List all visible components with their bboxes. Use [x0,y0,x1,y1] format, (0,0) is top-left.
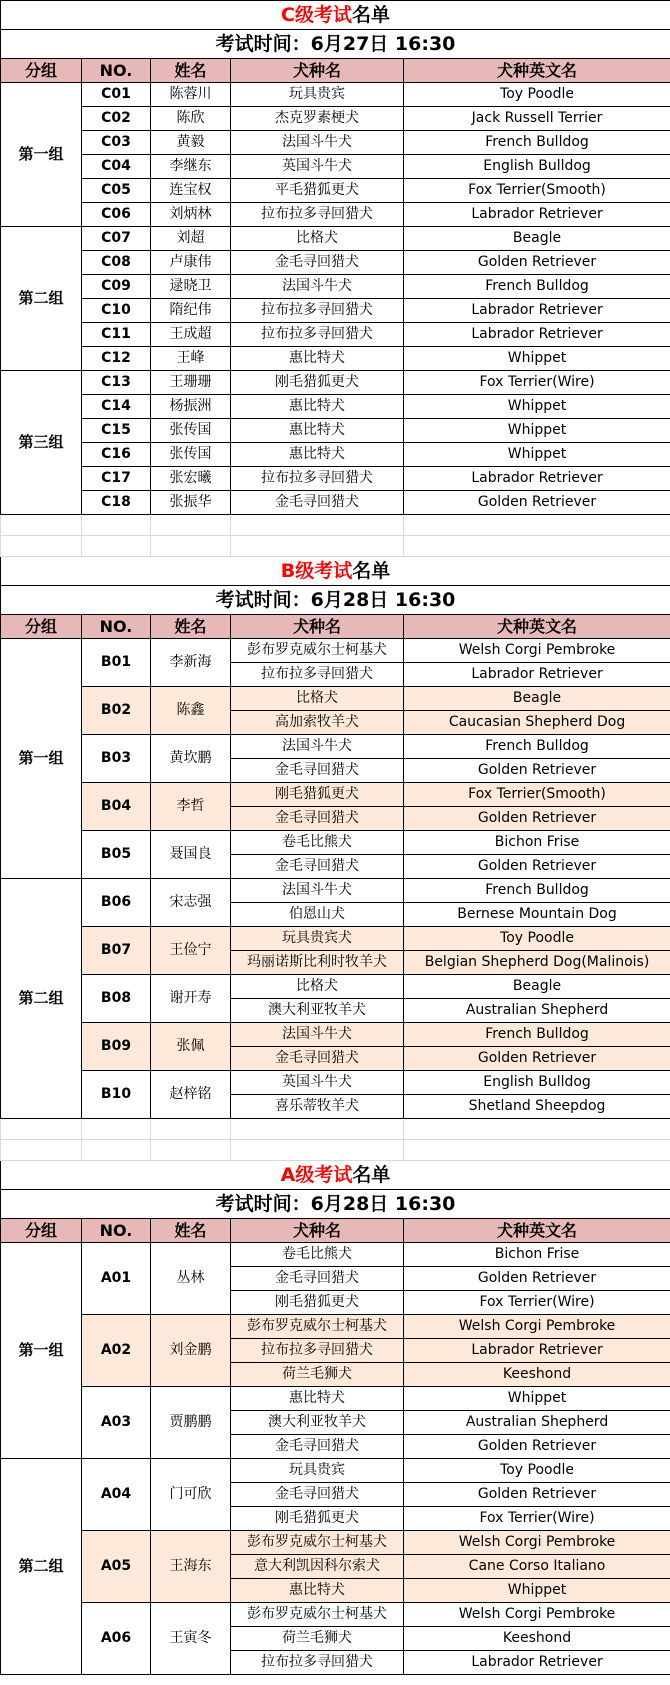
header-no: NO. [82,59,151,83]
breed-name-en: French Bulldog [404,879,670,903]
breed-name-cn: 刚毛猎狐更犬 [231,783,404,807]
table-row [1,1531,670,1555]
header-name: 姓名 [151,1219,231,1243]
breed-name-en: Golden Retriever [404,807,670,831]
breed-name-cn: 玩具贵宾 [231,1459,404,1483]
breed-name-cn: 喜乐蒂牧羊犬 [231,1095,404,1119]
breed-name-en: Caucasian Shepherd Dog [404,711,670,735]
handler-name: 张传国 [151,443,231,467]
breed-name-en: Golden Retriever [404,855,670,879]
breed-name-en: Whippet [404,443,670,467]
breed-name-cn: 英国斗牛犬 [231,155,404,179]
breed-name-cn: 法国斗牛犬 [231,275,404,299]
table-row [1,687,670,711]
handler-name: 张宏曦 [151,467,231,491]
empty-cell [231,515,404,536]
spacer-row [1,515,670,536]
breed-name-en: French Bulldog [404,275,670,299]
entry-number: C06 [82,203,151,227]
header-breed-en: 犬种英文名 [404,59,670,83]
empty-cell [404,1140,670,1161]
entry-number: B05 [82,831,151,879]
entry-number: C11 [82,323,151,347]
breed-name-en: Shetland Sheepdog [404,1095,670,1119]
table-row [1,975,670,999]
table-row [1,155,670,179]
column-header-row [1,1219,670,1243]
breed-name-cn: 玩具贵宾犬 [231,927,404,951]
handler-name: 杨振洲 [151,395,231,419]
handler-name: 陈蓉川 [151,83,231,107]
empty-cell [82,1119,151,1140]
breed-name-cn: 拉布拉多寻回猎犬 [231,1339,404,1363]
section-title-level: A级考试 [280,1164,353,1186]
entry-number: C04 [82,155,151,179]
breed-name-cn: 玩具贵宾 [231,83,404,107]
breed-name-cn: 刚毛猎狐更犬 [231,1291,404,1315]
breed-name-en: Toy Poodle [404,83,670,107]
breed-name-en: Labrador Retriever [404,203,670,227]
entry-number: B02 [82,687,151,735]
breed-name-en: Labrador Retriever [404,1651,670,1675]
table-row [1,179,670,203]
breed-name-en: Fox Terrier(Smooth) [404,179,670,203]
empty-cell [404,536,670,557]
table-row [1,251,670,275]
breed-name-en: Belgian Shepherd Dog(Malinois) [404,951,670,975]
empty-cell [404,1119,670,1140]
group-label: 第三组 [1,371,82,515]
breed-name-en: Welsh Corgi Pembroke [404,1315,670,1339]
handler-name: 王俭宁 [151,927,231,975]
entry-number: C13 [82,371,151,395]
table-row [1,1243,670,1267]
breed-name-cn: 金毛寻回猎犬 [231,1435,404,1459]
breed-name-en: Australian Shepherd [404,1411,670,1435]
breed-name-cn: 惠比特犬 [231,347,404,371]
breed-name-cn: 澳大利亚牧羊犬 [231,999,404,1023]
header-no: NO. [82,615,151,639]
section-title-level: B级考试 [280,560,353,582]
table-row [1,879,670,903]
breed-name-cn: 高加索牧羊犬 [231,711,404,735]
breed-name-cn: 英国斗牛犬 [231,1071,404,1095]
breed-name-en: Fox Terrier(Wire) [404,371,670,395]
header-group: 分组 [1,1219,82,1243]
empty-cell [231,1140,404,1161]
handler-name: 赵梓铭 [151,1071,231,1119]
table-row [1,1071,670,1095]
table-row [1,107,670,131]
entry-number: B09 [82,1023,151,1071]
handler-name: 贾鹏鹏 [151,1387,231,1459]
handler-name: 刘超 [151,227,231,251]
table-row [1,395,670,419]
breed-name-cn: 法国斗牛犬 [231,735,404,759]
handler-name: 李新海 [151,639,231,687]
breed-name-en: Fox Terrier(Wire) [404,1291,670,1315]
breed-name-cn: 惠比特犬 [231,419,404,443]
entry-number: C18 [82,491,151,515]
handler-name: 连宝权 [151,179,231,203]
header-breed: 犬种名 [231,615,404,639]
table-row [1,299,670,323]
handler-name: 王珊珊 [151,371,231,395]
breed-name-en: Fox Terrier(Smooth) [404,783,670,807]
breed-name-cn: 刚毛猎狐更犬 [231,371,404,395]
breed-name-en: Beagle [404,227,670,251]
breed-name-en: Golden Retriever [404,251,670,275]
table-row [1,83,670,107]
entry-number: C02 [82,107,151,131]
handler-name: 隋纪伟 [151,299,231,323]
entry-number: C09 [82,275,151,299]
handler-name: 王成超 [151,323,231,347]
table-row [1,831,670,855]
table-row [1,443,670,467]
breed-name-en: Bichon Frise [404,1243,670,1267]
section-time-row [1,30,670,59]
breed-name-cn: 惠比特犬 [231,1579,404,1603]
breed-name-en: Beagle [404,975,670,999]
breed-name-cn: 金毛寻回猎犬 [231,759,404,783]
breed-name-en: Whippet [404,1387,670,1411]
entry-number: C16 [82,443,151,467]
breed-name-en: English Bulldog [404,155,670,179]
breed-name-cn: 玛丽诺斯比利时牧羊犬 [231,951,404,975]
group-label: 第二组 [1,1459,82,1675]
handler-name: 张佩 [151,1023,231,1071]
handler-name: 丛林 [151,1243,231,1315]
breed-name-en: Fox Terrier(Wire) [404,1507,670,1531]
handler-name: 张振华 [151,491,231,515]
breed-name-en: Jack Russell Terrier [404,107,670,131]
breed-name-cn: 荷兰毛狮犬 [231,1363,404,1387]
handler-name: 宋志强 [151,879,231,927]
section-title-level: C级考试 [281,4,352,26]
entry-number: C01 [82,83,151,107]
handler-name: 聂国良 [151,831,231,879]
handler-name: 王峰 [151,347,231,371]
table-row [1,467,670,491]
breed-name-en: French Bulldog [404,735,670,759]
breed-name-cn: 澳大利亚牧羊犬 [231,1411,404,1435]
breed-name-en: French Bulldog [404,1023,670,1047]
breed-name-cn: 卷毛比熊犬 [231,1243,404,1267]
breed-name-cn: 比格犬 [231,227,404,251]
breed-name-en: Australian Shepherd [404,999,670,1023]
handler-name: 逯晓卫 [151,275,231,299]
header-breed-en: 犬种英文名 [404,1219,670,1243]
breed-name-cn: 拉布拉多寻回猎犬 [231,663,404,687]
empty-cell [151,1119,231,1140]
entry-number: C03 [82,131,151,155]
entry-number: A02 [82,1315,151,1387]
empty-cell [151,536,231,557]
handler-name: 李继东 [151,155,231,179]
handler-name: 卢康伟 [151,251,231,275]
handler-name: 陈欣 [151,107,231,131]
section-title-suffix: 名单 [352,560,391,582]
entry-number: C17 [82,467,151,491]
breed-name-cn: 金毛寻回猎犬 [231,1267,404,1291]
empty-cell [151,515,231,536]
breed-name-en: Golden Retriever [404,1047,670,1071]
section-time-row [1,586,670,615]
breed-name-cn: 惠比特犬 [231,1387,404,1411]
section-title [1,557,670,586]
group-label: 第一组 [1,1243,82,1459]
section-title-row [1,1161,670,1190]
breed-name-cn: 比格犬 [231,975,404,999]
handler-name: 李哲 [151,783,231,831]
entry-number: B07 [82,927,151,975]
breed-name-cn: 法国斗牛犬 [231,879,404,903]
breed-name-cn: 法国斗牛犬 [231,131,404,155]
entry-number: C08 [82,251,151,275]
header-name: 姓名 [151,615,231,639]
header-group: 分组 [1,615,82,639]
breed-name-cn: 彭布罗克威尔士柯基犬 [231,1315,404,1339]
breed-name-cn: 拉布拉多寻回猎犬 [231,203,404,227]
handler-name: 黄坎鹏 [151,735,231,783]
breed-name-en: Toy Poodle [404,927,670,951]
breed-name-en: Bichon Frise [404,831,670,855]
breed-name-en: Keeshond [404,1363,670,1387]
entry-number: C14 [82,395,151,419]
empty-cell [82,515,151,536]
breed-name-cn: 金毛寻回猎犬 [231,1047,404,1071]
empty-cell [1,1140,82,1161]
section-title [1,1161,670,1190]
exam-time: 考试时间：6月28日 16:30 [1,1190,670,1219]
breed-name-en: Labrador Retriever [404,663,670,687]
breed-name-en: Labrador Retriever [404,467,670,491]
entry-number: C15 [82,419,151,443]
group-label: 第一组 [1,639,82,879]
breed-name-cn: 彭布罗克威尔士柯基犬 [231,639,404,663]
table-row [1,323,670,347]
empty-cell [82,536,151,557]
section-title-suffix: 名单 [352,1164,391,1186]
empty-cell [231,536,404,557]
table-row [1,1023,670,1047]
handler-name: 黄毅 [151,131,231,155]
header-group: 分组 [1,59,82,83]
table-row [1,735,670,759]
table-row [1,783,670,807]
empty-cell [151,1140,231,1161]
header-no: NO. [82,1219,151,1243]
column-header-row [1,615,670,639]
breed-name-cn: 卷毛比熊犬 [231,831,404,855]
spacer-row [1,1119,670,1140]
breed-name-cn: 彭布罗克威尔士柯基犬 [231,1531,404,1555]
table-row [1,419,670,443]
breed-name-cn: 惠比特犬 [231,443,404,467]
breed-name-cn: 金毛寻回猎犬 [231,491,404,515]
breed-name-cn: 杰克罗素梗犬 [231,107,404,131]
breed-name-en: Golden Retriever [404,759,670,783]
table-row [1,491,670,515]
entry-number: A05 [82,1531,151,1603]
breed-name-cn: 刚毛猎狐更犬 [231,1507,404,1531]
entry-number: A04 [82,1459,151,1531]
entry-number: B04 [82,783,151,831]
handler-name: 刘炳林 [151,203,231,227]
entry-number: B10 [82,1071,151,1119]
table-row [1,1315,670,1339]
empty-cell [1,536,82,557]
breed-name-en: Labrador Retriever [404,323,670,347]
table-row [1,371,670,395]
section-time-row [1,1190,670,1219]
breed-name-cn: 法国斗牛犬 [231,1023,404,1047]
table-row [1,1387,670,1411]
breed-name-en: Whippet [404,419,670,443]
breed-name-en: Golden Retriever [404,491,670,515]
entry-number: C10 [82,299,151,323]
breed-name-cn: 伯恩山犬 [231,903,404,927]
exam-time: 考试时间：6月28日 16:30 [1,586,670,615]
breed-name-en: Whippet [404,395,670,419]
breed-name-cn: 荷兰毛狮犬 [231,1627,404,1651]
breed-name-en: Labrador Retriever [404,299,670,323]
header-name: 姓名 [151,59,231,83]
breed-name-cn: 意大利凯因科尔索犬 [231,1555,404,1579]
group-label: 第一组 [1,83,82,227]
breed-name-en: Golden Retriever [404,1483,670,1507]
table-row [1,203,670,227]
entry-number: B01 [82,639,151,687]
header-breed: 犬种名 [231,59,404,83]
breed-name-en: Keeshond [404,1627,670,1651]
breed-name-en: Whippet [404,1579,670,1603]
breed-name-en: Bernese Mountain Dog [404,903,670,927]
entry-number: C12 [82,347,151,371]
breed-name-en: Whippet [404,347,670,371]
breed-name-cn: 金毛寻回猎犬 [231,1483,404,1507]
table-row [1,131,670,155]
table-row [1,639,670,663]
empty-cell [1,515,82,536]
entry-number: A06 [82,1603,151,1675]
handler-name: 张传国 [151,419,231,443]
handler-name: 刘金鹏 [151,1315,231,1387]
table-row [1,227,670,251]
section-title-row [1,1,670,30]
breed-name-en: Cane Corso Italiano [404,1555,670,1579]
breed-name-cn: 拉布拉多寻回猎犬 [231,467,404,491]
handler-name: 陈鑫 [151,687,231,735]
entry-number: A03 [82,1387,151,1459]
table-row [1,1603,670,1627]
handler-name: 王寅冬 [151,1603,231,1675]
entry-number: C07 [82,227,151,251]
entry-number: B08 [82,975,151,1023]
breed-name-en: French Bulldog [404,131,670,155]
empty-cell [82,1140,151,1161]
breed-name-en: English Bulldog [404,1071,670,1095]
entry-number: A01 [82,1243,151,1315]
spacer-row [1,1140,670,1161]
breed-name-en: Welsh Corgi Pembroke [404,639,670,663]
entry-number: B03 [82,735,151,783]
breed-name-cn: 金毛寻回猎犬 [231,807,404,831]
breed-name-cn: 拉布拉多寻回猎犬 [231,323,404,347]
breed-name-cn: 金毛寻回猎犬 [231,251,404,275]
breed-name-cn: 金毛寻回猎犬 [231,855,404,879]
breed-name-cn: 惠比特犬 [231,395,404,419]
column-header-row [1,59,670,83]
group-label: 第二组 [1,879,82,1119]
breed-name-en: Golden Retriever [404,1435,670,1459]
breed-name-en: Welsh Corgi Pembroke [404,1531,670,1555]
empty-cell [1,1119,82,1140]
table-row [1,927,670,951]
spacer-row [1,536,670,557]
handler-name: 门可欣 [151,1459,231,1531]
breed-name-cn: 平毛猎狐更犬 [231,179,404,203]
handler-name: 谢开寿 [151,975,231,1023]
group-label: 第二组 [1,227,82,371]
section-title-suffix: 名单 [351,4,390,26]
handler-name: 王海东 [151,1531,231,1603]
section-title-row [1,557,670,586]
header-breed: 犬种名 [231,1219,404,1243]
table-row [1,347,670,371]
breed-name-cn: 彭布罗克威尔士柯基犬 [231,1603,404,1627]
table-row [1,275,670,299]
entry-number: B06 [82,879,151,927]
section-title [1,1,670,30]
breed-name-en: Welsh Corgi Pembroke [404,1603,670,1627]
empty-cell [231,1119,404,1140]
table-row [1,1459,670,1483]
exam-time: 考试时间：6月27日 16:30 [1,30,670,59]
breed-name-cn: 拉布拉多寻回猎犬 [231,1651,404,1675]
breed-name-cn: 比格犬 [231,687,404,711]
breed-name-en: Labrador Retriever [404,1339,670,1363]
breed-name-en: Toy Poodle [404,1459,670,1483]
empty-cell [404,515,670,536]
breed-name-cn: 拉布拉多寻回猎犬 [231,299,404,323]
entry-number: C05 [82,179,151,203]
breed-name-en: Golden Retriever [404,1267,670,1291]
header-breed-en: 犬种英文名 [404,615,670,639]
breed-name-en: Beagle [404,687,670,711]
